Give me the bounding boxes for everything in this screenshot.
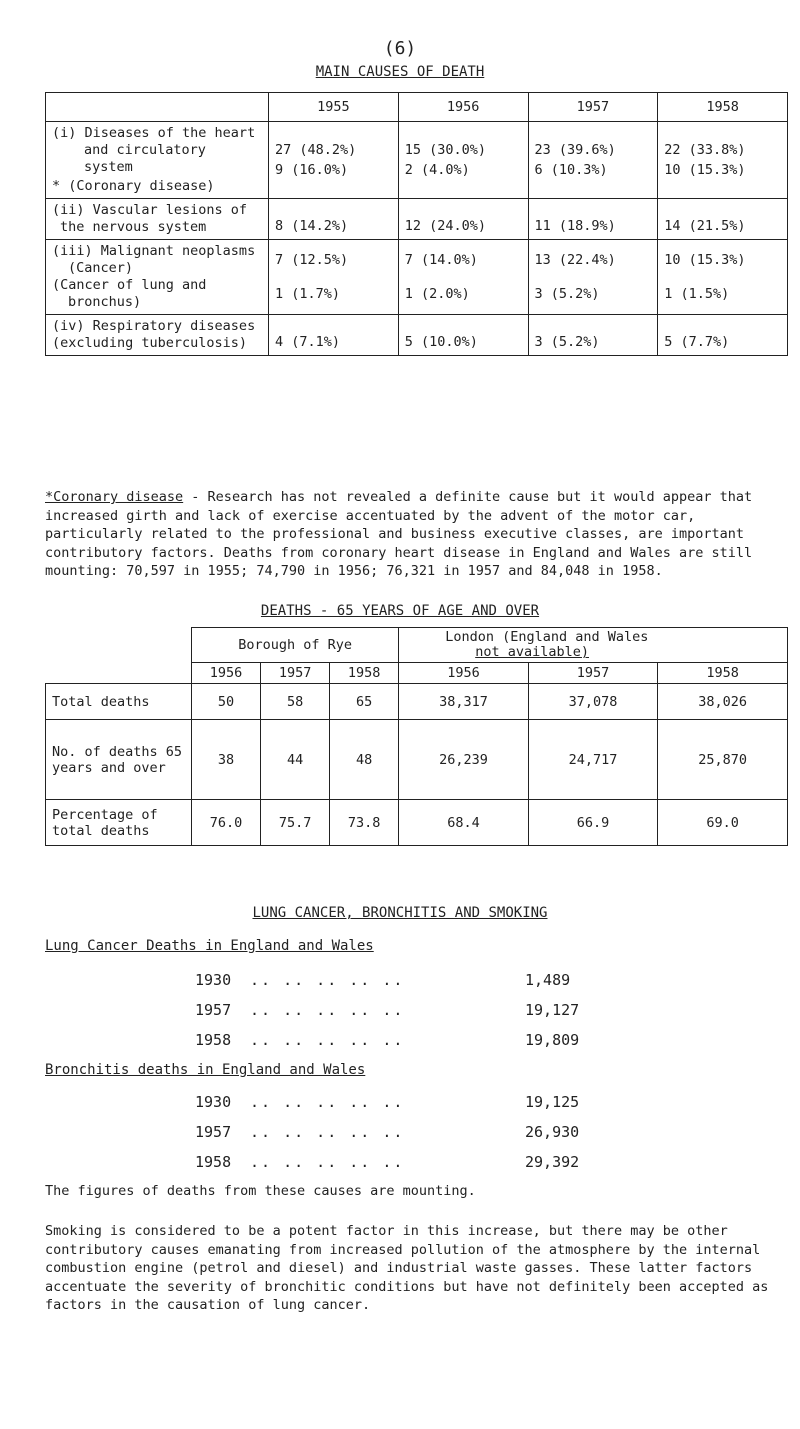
age-value: 58 [261,684,330,720]
year-header: 1958 [658,663,788,684]
causes-row [46,199,788,240]
cause-value: 3 (5.2%) [528,315,658,356]
cause-value: 7 (14.0%) 1 (2.0%) [398,240,528,315]
year-header: 1956 [398,93,528,122]
year-header: 1958 [658,93,788,122]
age-value: 76.0 [192,800,261,846]
age-value: 38 [192,720,261,800]
age-value: 24,717 [528,720,658,800]
list-value: 1,489 [525,971,571,989]
list-item [195,1147,615,1177]
age-value: 38,026 [658,684,788,720]
cause-value: 11 (18.9%) [528,199,658,240]
cause-value: 15 (30.0%) 2 (4.0%) [398,122,528,199]
cause-value: 13 (22.4%) 3 (5.2%) [528,240,658,315]
list-year: 1930 [195,971,232,989]
age-value: 44 [261,720,330,800]
year-header: 1957 [261,663,330,684]
causes-header-row [46,93,788,122]
cause-value: 23 (39.6%) 6 (10.3%) [528,122,658,199]
cause-value: 5 (10.0%) [398,315,528,356]
year-header: 1956 [192,663,261,684]
list-year: 1930 [195,1093,232,1111]
list-item [195,1117,615,1147]
causes-table [45,92,788,356]
cause-value: 5 (7.7%) [658,315,788,356]
figures-paragraph: The figures of deaths from these causes are mounting. [45,1183,476,1199]
causes-corner-cell [46,93,269,122]
age-group-row [46,628,788,663]
list-dots: .. .. .. .. .. [250,1001,405,1019]
list-value: 29,392 [525,1153,580,1171]
age-value: 38,317 [399,684,529,720]
list-value: 19,809 [525,1031,580,1049]
year-header: 1958 [330,663,399,684]
age-value: 48 [330,720,399,800]
age-table [45,627,788,846]
causes-row [46,240,788,315]
age-row-label: No. of deaths 65 years and over [46,720,192,800]
lung-cancer-heading: Lung Cancer Deaths in England and Wales [45,938,374,954]
list-item [195,1087,615,1117]
cause-value: 14 (21.5%) [658,199,788,240]
age-value: 66.9 [528,800,658,846]
causes-row [46,315,788,356]
age-row [46,684,788,720]
age-value: 65 [330,684,399,720]
cause-label: (iii) Malignant neoplasms (Cancer) (Cancer of lung and bronchus) [46,240,269,315]
age-row [46,800,788,846]
age-row-label: Total deaths [46,684,192,720]
london-group-header: London (England and Wales not available) [399,628,788,663]
year-header: 1957 [528,663,658,684]
footnote-text: - Research has not revealed a definite cause but it would appear that increased girth and lack of exercise accentuated by the advent of the motor car, particularly related to the professional and business executive classes, are important contributory factors. Deaths from coronary heart disease in England and Wales are still mounting: 70,597 in 1955; 74,790 in 1956; 76,321 in 1957 and 84,048 in 1958. [45,489,753,579]
list-year: 1958 [195,1153,232,1171]
year-header: 1956 [399,663,529,684]
list-dots: .. .. .. .. .. [250,1153,405,1171]
age-value: 50 [192,684,261,720]
year-header: 1957 [528,93,658,122]
list-year: 1957 [195,1001,232,1019]
cause-value: 22 (33.8%) 10 (15.3%) [658,122,788,199]
age-row [46,720,788,800]
cause-label: (i) Diseases of the heart and circulatory system * (Coronary disease) [46,122,269,199]
cause-value: 8 (14.2%) [269,199,399,240]
age-value: 37,078 [528,684,658,720]
list-value: 19,125 [525,1093,580,1111]
list-year: 1957 [195,1123,232,1141]
coronary-footnote [45,488,785,581]
list-value: 19,127 [525,1001,580,1019]
smoking-paragraph: Smoking is considered to be a potent factor in this increase, but there may be other contributory causes emanating from increased pollution of the atmosphere by the internal combustion engine (petrol and diesel) and industrial waste gasses. These latter factors accentuate the severity of bronchitic conditions but have not definitely been accepted as factors in the causation of lung cancer. [45,1223,769,1313]
list-year: 1958 [195,1031,232,1049]
age-value: 25,870 [658,720,788,800]
cause-value: 12 (24.0%) [398,199,528,240]
cause-value: 7 (12.5%) 1 (1.7%) [269,240,399,315]
age-value: 75.7 [261,800,330,846]
bronchitis-heading: Bronchitis deaths in England and Wales [45,1062,366,1078]
cause-value: 27 (48.2%) 9 (16.0%) [269,122,399,199]
list-dots: .. .. .. .. .. [250,1123,405,1141]
list-dots: .. .. .. .. .. [250,971,405,989]
lung-section-heading: LUNG CANCER, BRONCHITIS AND SMOKING [252,905,548,921]
age-row-label: Percentage of total deaths [46,800,192,846]
age-value: 69.0 [658,800,788,846]
cause-value: 4 (7.1%) [269,315,399,356]
list-item [195,1025,615,1055]
rye-group-header: Borough of Rye [192,628,399,663]
causes-row [46,122,788,199]
list-dots: .. .. .. .. .. [250,1093,405,1111]
age-value: 26,239 [399,720,529,800]
lung-cancer-list [195,965,615,1055]
cause-value: 10 (15.3%) 1 (1.5%) [658,240,788,315]
footnote-heading: *Coronary disease [45,489,184,505]
cause-label: (ii) Vascular lesions of the nervous system [46,199,269,240]
page-title: MAIN CAUSES OF DEATH [315,64,485,80]
age-section-heading: DEATHS - 65 YEARS OF AGE AND OVER [260,603,540,619]
list-value: 26,930 [525,1123,580,1141]
cause-label: (iv) Respiratory diseases (excluding tuberculosis) [46,315,269,356]
year-header: 1955 [269,93,399,122]
age-value: 68.4 [399,800,529,846]
list-item [195,965,615,995]
page-number: (6) [383,38,417,59]
age-value: 73.8 [330,800,399,846]
list-dots: .. .. .. .. .. [250,1031,405,1049]
age-corner-cell [46,628,192,684]
bronchitis-list [195,1087,615,1177]
list-item [195,995,615,1025]
